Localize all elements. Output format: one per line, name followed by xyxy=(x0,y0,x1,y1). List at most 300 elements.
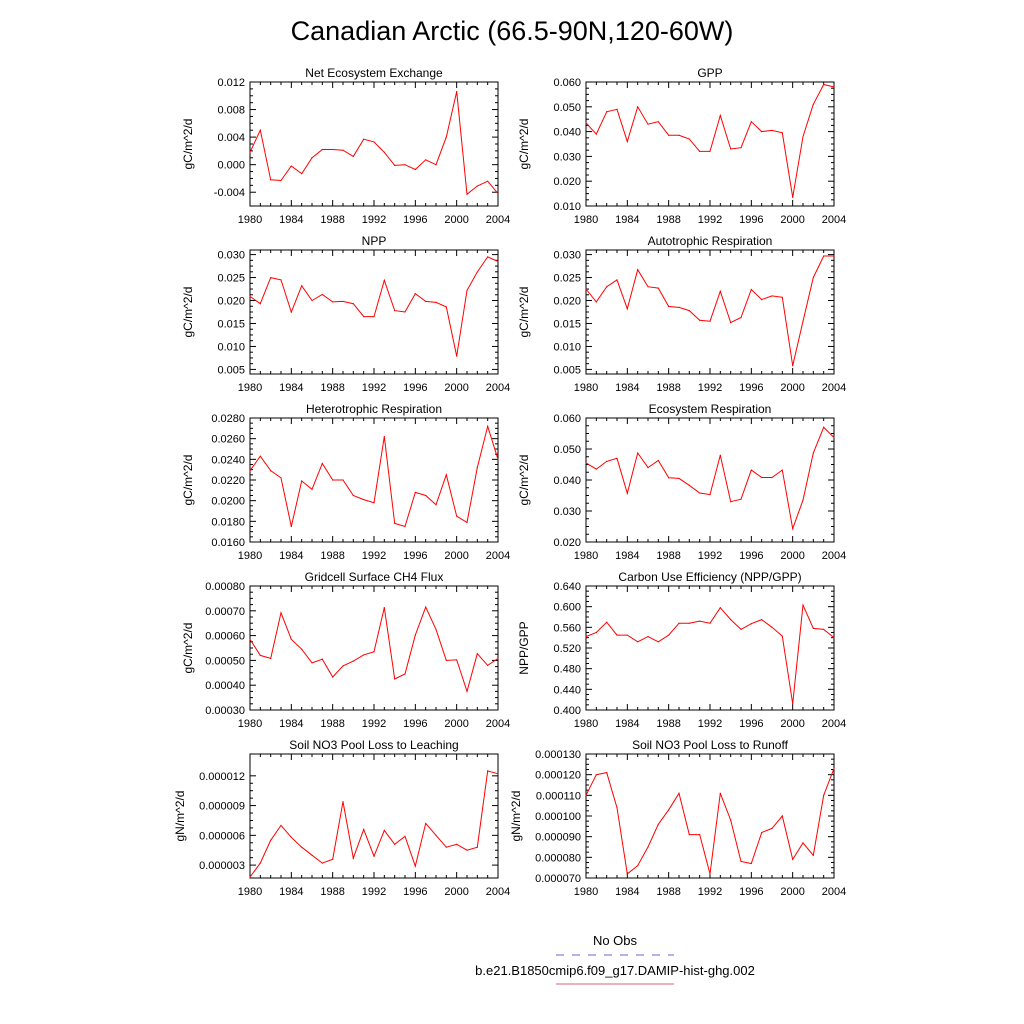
data-point xyxy=(596,774,597,775)
data-point xyxy=(833,86,834,87)
data-point xyxy=(616,458,617,459)
data-point xyxy=(802,500,803,501)
data-point xyxy=(833,768,834,769)
data-point xyxy=(823,84,824,85)
data-point xyxy=(668,809,669,810)
x-tick-label: 1988 xyxy=(320,718,345,730)
data-point xyxy=(270,840,271,841)
data-point xyxy=(751,863,752,864)
x-tick-label: 2000 xyxy=(444,718,469,730)
series-line xyxy=(586,85,834,198)
data-point xyxy=(322,149,323,150)
data-point xyxy=(678,793,679,794)
data-point xyxy=(699,834,700,835)
x-tick-label: 1988 xyxy=(320,214,345,226)
series-line xyxy=(250,607,498,691)
data-point xyxy=(792,197,793,198)
data-point xyxy=(415,635,416,636)
plot-frame xyxy=(250,586,498,710)
data-point xyxy=(291,311,292,312)
data-point xyxy=(280,279,281,280)
data-point xyxy=(771,295,772,296)
data-point xyxy=(311,157,312,158)
x-tick-label: 2000 xyxy=(444,886,469,898)
data-point xyxy=(833,437,834,438)
x-tick-label: 2004 xyxy=(485,382,511,394)
x-tick-label: 1984 xyxy=(615,886,640,898)
data-point xyxy=(823,629,824,630)
data-point xyxy=(291,526,292,527)
data-point xyxy=(249,470,250,471)
series-line xyxy=(250,92,498,195)
y-tick-label: 0.020 xyxy=(553,176,581,189)
y-tick-label: 0.030 xyxy=(553,506,581,518)
x-tick-label: 2004 xyxy=(821,886,847,898)
data-point xyxy=(647,846,648,847)
y-tick-label: 0.00080 xyxy=(205,581,245,593)
y-tick-label: 0.025 xyxy=(217,272,245,285)
data-point xyxy=(425,495,426,496)
data-point xyxy=(301,285,302,286)
x-tick-label: 1980 xyxy=(573,718,599,730)
y-tick-label: 0.010 xyxy=(217,341,245,354)
x-tick-label: 1984 xyxy=(615,214,640,226)
data-point xyxy=(616,109,617,110)
data-point xyxy=(435,835,436,836)
data-point xyxy=(249,639,250,640)
data-point xyxy=(637,269,638,270)
x-tick-label: 1992 xyxy=(697,550,723,562)
data-point xyxy=(260,863,261,864)
data-point xyxy=(596,469,597,470)
data-point xyxy=(596,632,597,633)
x-tick-label: 2004 xyxy=(821,718,847,730)
data-point xyxy=(291,639,292,640)
data-point xyxy=(761,832,762,833)
legend-label-model-run: b.e21.B1850cmip6.f09_g17.DAMIP-hist-ghg.002 xyxy=(475,963,755,978)
x-tick-label: 1992 xyxy=(361,886,387,898)
data-point xyxy=(332,479,333,480)
x-tick-label: 1984 xyxy=(279,214,304,226)
x-tick-label: 1984 xyxy=(279,718,304,730)
data-point xyxy=(720,455,721,456)
data-point xyxy=(616,807,617,808)
plot-frame xyxy=(250,82,498,206)
x-tick-label: 1988 xyxy=(320,382,345,394)
data-point xyxy=(782,469,783,470)
x-tick-label: 2000 xyxy=(780,718,805,730)
plot-frame xyxy=(250,250,498,374)
x-tick-label: 2000 xyxy=(444,214,469,226)
page-title: Canadian Arctic (66.5-90N,120-60W) xyxy=(290,16,734,46)
data-point xyxy=(761,299,762,300)
data-point xyxy=(637,452,638,453)
x-tick-label: 1996 xyxy=(739,886,764,898)
y-tick-label: 0.0220 xyxy=(211,475,245,487)
data-point xyxy=(425,301,426,302)
data-point xyxy=(353,661,354,662)
x-tick-label: 1984 xyxy=(615,718,640,730)
data-point xyxy=(782,636,783,637)
plot-frame xyxy=(586,586,834,710)
y-axis-label: gC/m^2/d xyxy=(517,286,531,338)
data-point xyxy=(637,641,638,642)
y-tick-label: 0.640 xyxy=(553,581,581,593)
data-point xyxy=(280,825,281,826)
data-point xyxy=(373,651,374,652)
data-point xyxy=(813,452,814,453)
y-tick-label: 0.012 xyxy=(217,77,245,89)
y-tick-label: 0.030 xyxy=(553,249,581,262)
data-point xyxy=(260,303,261,304)
data-point xyxy=(260,655,261,656)
data-point xyxy=(833,255,834,256)
x-tick-label: 2004 xyxy=(821,550,847,562)
data-point xyxy=(771,130,772,131)
data-point xyxy=(373,856,374,857)
plot-frame xyxy=(250,418,498,542)
y-tick-label: 0.020 xyxy=(553,295,581,308)
data-point xyxy=(260,130,261,131)
data-point xyxy=(658,460,659,461)
data-point xyxy=(782,297,783,298)
data-point xyxy=(332,859,333,860)
data-point xyxy=(415,865,416,866)
data-point xyxy=(446,474,447,475)
data-point xyxy=(446,847,447,848)
data-point xyxy=(249,876,250,877)
data-point xyxy=(813,855,814,856)
data-point xyxy=(668,634,669,635)
y-tick-label: 0.00070 xyxy=(205,605,245,618)
y-axis-label: gC/m^2/d xyxy=(181,622,195,674)
data-point xyxy=(404,526,405,527)
y-tick-label: 0.000100 xyxy=(535,811,581,823)
data-point xyxy=(425,606,426,607)
data-point xyxy=(751,289,752,290)
x-tick-label: 1996 xyxy=(739,214,764,226)
data-point xyxy=(833,637,834,638)
data-point xyxy=(301,649,302,650)
x-tick-label: 1980 xyxy=(237,550,263,562)
data-point xyxy=(497,658,498,659)
y-tick-label: 0.008 xyxy=(217,104,245,117)
data-point xyxy=(342,801,343,802)
y-tick-label: 0.480 xyxy=(553,663,581,676)
data-point xyxy=(332,676,333,677)
data-point xyxy=(802,321,803,322)
data-point xyxy=(384,280,385,281)
data-point xyxy=(606,622,607,623)
data-point xyxy=(637,865,638,866)
data-point xyxy=(699,621,700,622)
data-point xyxy=(322,863,323,864)
y-tick-label: 0.0240 xyxy=(211,454,245,467)
data-point xyxy=(627,873,628,874)
panel-6 xyxy=(517,402,846,562)
data-point xyxy=(678,623,679,624)
series-line xyxy=(586,427,834,528)
panel-4 xyxy=(517,234,846,394)
x-tick-label: 2004 xyxy=(485,718,511,730)
x-tick-label: 1996 xyxy=(403,550,428,562)
x-tick-label: 2000 xyxy=(780,550,805,562)
panel-5 xyxy=(181,402,510,562)
panel-7 xyxy=(181,570,510,730)
x-tick-label: 1980 xyxy=(237,214,263,226)
data-point xyxy=(730,148,731,149)
data-point xyxy=(627,634,628,635)
x-tick-label: 2000 xyxy=(444,382,469,394)
y-tick-label: 0.00060 xyxy=(205,630,245,643)
plot-frame xyxy=(586,250,834,374)
data-point xyxy=(699,320,700,321)
data-point xyxy=(394,523,395,524)
data-point xyxy=(740,861,741,862)
y-tick-label: 0.0280 xyxy=(211,413,245,425)
data-point xyxy=(771,627,772,628)
data-point xyxy=(353,303,354,304)
data-point xyxy=(363,829,364,830)
y-tick-label: 0.020 xyxy=(553,537,581,549)
data-point xyxy=(404,311,405,312)
plot-frame xyxy=(586,754,834,878)
series-line xyxy=(586,256,834,366)
data-point xyxy=(596,301,597,302)
x-tick-label: 2004 xyxy=(485,886,511,898)
data-point xyxy=(761,619,762,620)
data-point xyxy=(751,121,752,122)
data-point xyxy=(720,607,721,608)
x-tick-label: 1992 xyxy=(361,382,387,394)
data-point xyxy=(415,169,416,170)
data-point xyxy=(678,135,679,136)
x-tick-label: 1984 xyxy=(615,382,640,394)
panel-grid xyxy=(173,66,846,898)
panel-title: Heterotrophic Respiration xyxy=(305,402,443,416)
data-point xyxy=(456,516,457,517)
data-point xyxy=(792,528,793,529)
data-point xyxy=(363,499,364,500)
panel-10 xyxy=(509,738,846,898)
data-point xyxy=(487,426,488,427)
x-tick-label: 1988 xyxy=(656,718,681,730)
data-point xyxy=(751,623,752,624)
data-point xyxy=(802,842,803,843)
data-point xyxy=(813,104,814,105)
x-tick-label: 1996 xyxy=(403,382,428,394)
data-point xyxy=(689,623,690,624)
data-point xyxy=(435,629,436,630)
data-point xyxy=(394,678,395,679)
y-tick-label: 0.040 xyxy=(553,126,581,139)
x-tick-label: 1984 xyxy=(279,550,304,562)
data-point xyxy=(270,470,271,471)
y-axis-label: gC/m^2/d xyxy=(181,454,195,506)
data-point xyxy=(761,131,762,132)
data-point xyxy=(689,485,690,486)
x-tick-label: 1996 xyxy=(403,886,428,898)
data-point xyxy=(699,492,700,493)
x-tick-label: 2004 xyxy=(485,214,511,226)
y-axis-label: NPP/GPP xyxy=(517,621,531,675)
data-point xyxy=(709,151,710,152)
data-point xyxy=(699,151,700,152)
data-point xyxy=(730,501,731,502)
data-point xyxy=(606,286,607,287)
data-point xyxy=(689,310,690,311)
data-point xyxy=(637,106,638,107)
data-point xyxy=(363,139,364,140)
series-line xyxy=(250,426,498,526)
y-tick-label: 0.000 xyxy=(217,159,245,172)
data-point xyxy=(456,91,457,92)
data-point xyxy=(311,662,312,663)
y-tick-label: 0.0200 xyxy=(211,495,245,508)
series-line xyxy=(250,771,498,877)
data-point xyxy=(466,691,467,692)
x-tick-label: 1996 xyxy=(739,550,764,562)
y-tick-label: 0.005 xyxy=(217,364,245,377)
data-point xyxy=(291,165,292,166)
y-tick-label: 0.600 xyxy=(553,601,581,614)
data-point xyxy=(823,427,824,428)
data-point xyxy=(446,660,447,661)
data-point xyxy=(668,477,669,478)
data-point xyxy=(647,636,648,637)
y-axis-label: gC/m^2/d xyxy=(181,118,195,170)
x-tick-label: 1980 xyxy=(237,886,263,898)
data-point xyxy=(678,478,679,479)
data-point xyxy=(647,124,648,125)
x-tick-label: 1992 xyxy=(361,214,387,226)
data-point xyxy=(658,641,659,642)
y-tick-label: 0.400 xyxy=(553,705,581,717)
panel-3 xyxy=(181,234,510,394)
data-point xyxy=(487,665,488,666)
data-point xyxy=(585,122,586,123)
data-point xyxy=(466,194,467,195)
y-tick-label: 0.000003 xyxy=(199,860,245,873)
data-point xyxy=(404,836,405,837)
x-tick-label: 1996 xyxy=(739,718,764,730)
x-tick-label: 1984 xyxy=(279,886,304,898)
y-tick-label: 0.010 xyxy=(553,341,581,354)
x-tick-label: 1980 xyxy=(573,382,599,394)
panel-title: Soil NO3 Pool Loss to Runoff xyxy=(632,738,788,752)
y-tick-label: 0.000130 xyxy=(535,749,581,761)
data-point xyxy=(363,316,364,317)
x-tick-label: 2000 xyxy=(780,214,805,226)
panel-title: GPP xyxy=(697,66,723,80)
x-tick-label: 1988 xyxy=(320,550,345,562)
data-point xyxy=(249,296,250,297)
y-tick-label: 0.005 xyxy=(553,364,581,377)
y-tick-label: 0.000009 xyxy=(199,800,245,813)
x-tick-label: 1980 xyxy=(573,886,599,898)
data-point xyxy=(373,316,374,317)
y-tick-label: 0.040 xyxy=(553,475,581,487)
data-point xyxy=(585,288,586,289)
data-point xyxy=(435,504,436,505)
data-point xyxy=(446,306,447,307)
data-point xyxy=(802,605,803,606)
data-point xyxy=(394,844,395,845)
x-tick-label: 1992 xyxy=(361,718,387,730)
y-tick-label: 0.0260 xyxy=(211,433,245,446)
y-axis-label: gN/m^2/d xyxy=(173,790,187,842)
data-point xyxy=(260,456,261,457)
data-point xyxy=(353,858,354,859)
data-point xyxy=(823,795,824,796)
data-point xyxy=(435,302,436,303)
x-tick-label: 1980 xyxy=(573,550,599,562)
x-tick-label: 1988 xyxy=(656,214,681,226)
data-point xyxy=(720,115,721,116)
data-point xyxy=(658,121,659,122)
data-point xyxy=(373,502,374,503)
y-axis-label: gN/m^2/d xyxy=(509,790,523,842)
legend-label-no-obs: No Obs xyxy=(592,933,638,948)
y-tick-label: 0.520 xyxy=(553,643,581,655)
y-tick-label: 0.000090 xyxy=(535,831,581,844)
data-point xyxy=(497,773,498,774)
y-axis-label: gC/m^2/d xyxy=(181,286,195,338)
x-tick-label: 1984 xyxy=(279,382,304,394)
data-point xyxy=(627,308,628,309)
y-tick-label: 0.00050 xyxy=(205,655,245,668)
data-point xyxy=(596,133,597,134)
data-point xyxy=(342,479,343,480)
data-point xyxy=(415,293,416,294)
data-point xyxy=(270,179,271,180)
x-tick-label: 2004 xyxy=(821,214,847,226)
panel-title: Autotrophic Respiration xyxy=(647,234,773,248)
data-point xyxy=(280,612,281,613)
data-point xyxy=(606,772,607,773)
data-point xyxy=(394,310,395,311)
data-point xyxy=(771,477,772,478)
plot-frame xyxy=(250,754,498,878)
data-point xyxy=(497,459,498,460)
panel-2 xyxy=(517,66,846,226)
x-tick-label: 2000 xyxy=(444,550,469,562)
data-point xyxy=(740,147,741,148)
x-tick-label: 1980 xyxy=(237,718,263,730)
data-point xyxy=(477,271,478,272)
data-point xyxy=(678,307,679,308)
x-tick-label: 2000 xyxy=(780,382,805,394)
data-point xyxy=(585,636,586,637)
data-point xyxy=(311,300,312,301)
data-point xyxy=(740,629,741,630)
data-point xyxy=(322,463,323,464)
x-tick-label: 1992 xyxy=(697,382,723,394)
data-point xyxy=(730,322,731,323)
data-point xyxy=(384,830,385,831)
series-line xyxy=(586,769,834,874)
data-point xyxy=(301,480,302,481)
data-point xyxy=(720,793,721,794)
plot-frame xyxy=(586,82,834,206)
x-tick-label: 1992 xyxy=(697,886,723,898)
data-point xyxy=(384,152,385,153)
panel-title: Carbon Use Efficiency (NPP/GPP) xyxy=(618,570,802,584)
data-point xyxy=(792,703,793,704)
data-point xyxy=(606,461,607,462)
data-point xyxy=(404,673,405,674)
panel-title: Gridcell Surface CH4 Flux xyxy=(304,570,444,584)
